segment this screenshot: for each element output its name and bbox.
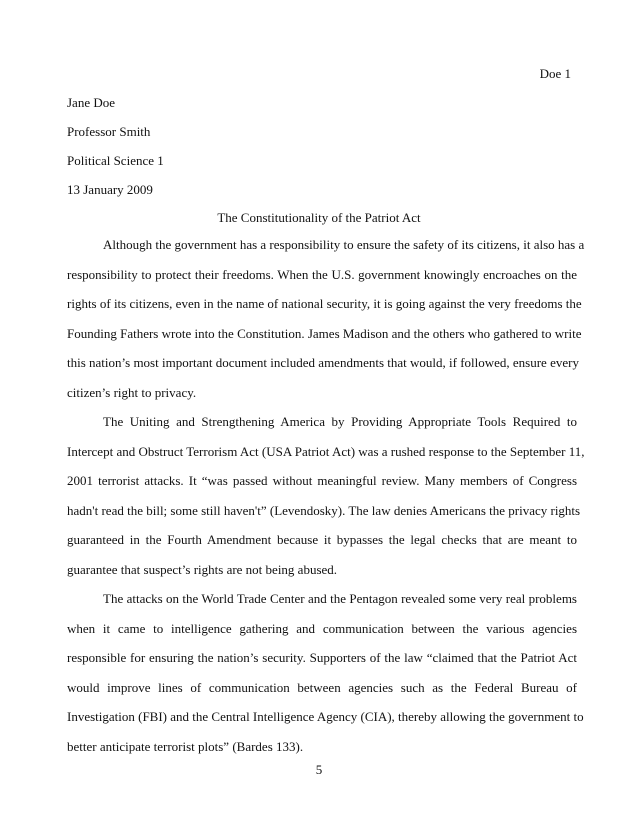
paragraph-2-line-4: hadn't read the bill; some still haven't” (Levendosky). The law denies Americans the privacy rights xyxy=(67,502,581,518)
paragraph-3-line-5: Investigation (FBI) and the Central Intelligence Agency (CIA), thereby allowing the government to xyxy=(67,709,584,724)
paragraph-3-line-6: better anticipate terrorist plots” (Bardes 133). xyxy=(67,738,304,754)
paragraph-2-line-6: guarantee that suspect’s rights are not being abused. xyxy=(67,561,338,577)
paragraph-1-line-5: this nation’s most important document included amendments that would, if followed, ensure every xyxy=(67,355,579,370)
paragraph-3-line-3: responsible for ensuring the nation’s security. Supporters of the law “claimed that the Patriot Act xyxy=(67,650,577,665)
heading-block xyxy=(67,95,164,211)
paragraph-1-line-1: Although the government has a responsibility to ensure the safety of its citizens, it also has a xyxy=(103,237,585,252)
paragraph-2-line-5: guaranteed in the Fourth Amendment because it bypasses the legal checks that are meant to xyxy=(67,532,577,547)
paper-date: 13 January 2009 xyxy=(67,182,153,197)
paper-title: The Constitutionality of the Patriot Act xyxy=(217,210,421,225)
course-name: Political Science 1 xyxy=(67,153,164,168)
paragraph-2-line-3: 2001 terrorist attacks. It “was passed without meaningful review. Many members of Congress xyxy=(67,473,577,488)
page-number: 5 xyxy=(315,762,323,777)
paragraph-3-line-4: would improve lines of communication between agencies such as the Federal Bureau of xyxy=(67,679,577,695)
paragraph-1-line-2: responsibility to protect their freedoms. When the U.S. government knowingly encroaches on the xyxy=(67,266,577,282)
paragraph-3-line-1: The attacks on the World Trade Center and the Pentagon revealed some very real problems xyxy=(103,591,577,606)
paragraph-2-line-1: The Uniting and Strengthening America by Providing Appropriate Tools Required to xyxy=(103,414,577,429)
paragraph-2-line-2: Intercept and Obstruct Terrorism Act (USA Patriot Act) was a rushed response to the September 11, xyxy=(67,443,585,459)
running-head: Doe 1 xyxy=(539,66,571,81)
student-name: Jane Doe xyxy=(67,95,116,110)
body-text xyxy=(67,237,585,768)
paragraph-1-line-6: citizen’s right to privacy. xyxy=(67,384,197,400)
paragraph-1-line-3: rights of its citizens, even in the name of national security, it is going against the very freedoms the xyxy=(67,296,582,311)
professor-name: Professor Smith xyxy=(67,124,151,139)
paragraph-1-line-4: Founding Fathers wrote into the Constitution. James Madison and the others who gathered to write xyxy=(67,325,582,341)
paragraph-3-line-2: when it came to intelligence gathering and communication between the various agencies xyxy=(67,620,577,636)
